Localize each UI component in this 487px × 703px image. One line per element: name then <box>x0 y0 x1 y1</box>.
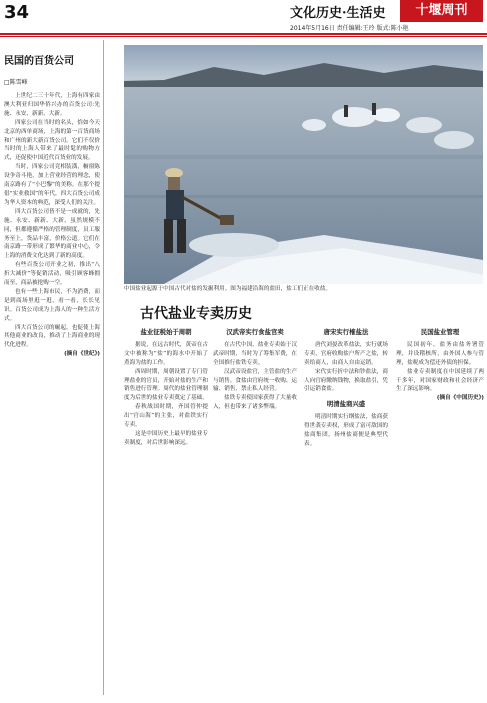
paragraph: 宋代实行折中法和钞盐法，商人向官府缴纳钱物，换取盐引，凭引运销食盐。 <box>304 368 388 393</box>
paragraph: 盐铁专卖使国家获得了大量收入，但也带来了诸多弊端。 <box>213 395 297 411</box>
paragraph: 在古代中国，盐业专卖始于汉武帝时期，当时为了筹集军费，在全国推行盐铁专卖。 <box>213 341 297 366</box>
paragraph: 有些百货公司开业之初，推出“八折大减价”等促销活动，吸引顾客蜂拥而至，商品被抢购一空。 <box>4 262 100 287</box>
photo-caption: 中国盐业起源于中国古代对盐的发掘利用。图为福建沿海的盐田，盐工们正在收盐。 <box>124 286 331 292</box>
paragraph: 盐业专卖制度在中国延续了两千多年，对国家财政和社会经济产生了深远影响。 <box>396 368 484 393</box>
main-article-title: 古代盐业专卖历史 <box>140 306 252 322</box>
header-rule-thin <box>0 36 487 37</box>
subheading: 汉武帝实行食盐官卖 <box>226 328 284 336</box>
subheading: 唐宋实行榷盐法 <box>323 328 369 336</box>
subheading: 盐业征税始于周朝 <box>140 328 192 336</box>
section-title: 文化历史·生活史 <box>290 6 386 21</box>
article-column-3 <box>304 322 388 698</box>
left-article-signature: (摘自《世纪》) <box>64 351 100 358</box>
left-article-author: □陈雪峰 <box>4 79 28 86</box>
paragraph: 上世纪二三十年代，上海有四家由澳大利亚归国华侨兴办的百货公司:先施、永安、新新、大新。 <box>4 93 100 117</box>
article-column-1 <box>124 322 208 698</box>
paragraph: 这是中国历史上最早的盐业专卖制度，对后世影响深远。 <box>124 430 208 446</box>
salt-field-photo <box>124 45 483 284</box>
paragraph: 西周时期，周朝设置了专门管理盐业的官员，开始对盐的生产和销售进行管理。周代的盐业管理制度为后世的盐业专卖奠定了基础。 <box>124 368 208 402</box>
paragraph: 民国初年，盐务由盐务署管理，并设稽核所，由外国人参与管理，盐税成为偿还外债的担保。 <box>396 341 484 366</box>
header-rule <box>0 33 487 35</box>
brand-logo: 十堰周刊 <box>400 0 483 22</box>
paragraph: 四家公司在当时的名头，恰如今天北京的西单商场，上海的第一百货商场和广州的新大新百货公司。它们不仅价当时的上海人带来了最时髦的购物方式，还促使中国近代百货业的发展。 <box>4 119 100 162</box>
paragraph: 汉武帝设盐官，主管盐的生产与销售。食盐由官府统一收购、运输、销售，禁止私人经营。 <box>213 368 297 393</box>
main-article-signature: (摘自《中国历史》) <box>436 395 484 402</box>
column-divider <box>103 40 104 695</box>
paragraph: 春秋战国时期，齐国管仲提出“官山海”的主张，对盐铁实行专卖。 <box>124 404 208 429</box>
subheading: 明清盐商兴盛 <box>326 400 366 409</box>
paragraph: 明清时期实行纲盐法，盐商获得世袭专卖权，形成了富可敌国的盐商集团，扬州盐商便是典型代表。 <box>304 414 388 447</box>
paragraph: 四大百货公司的崛起，也促使上海其他商业的改良，推动了上海商业的现代化进程。 <box>4 324 100 349</box>
header-meta: 2014年5月16日 责任编辑:王玲 版式:陈小艳 <box>290 25 409 32</box>
page-number: 34 <box>4 2 30 23</box>
article-column-4 <box>396 322 484 698</box>
paragraph: 唐代刘晏改革盐法，实行就场专卖，官府收购盐户所产之盐，转卖给商人，由商人自由运销。 <box>304 341 388 366</box>
paragraph: 也有一些上海市民，不为消费，而是到商场里逛一逛，看一看，长长见识。百货公司成为上海人的一种生活方式。 <box>4 288 100 322</box>
subheading: 民国盐业管理 <box>420 328 460 336</box>
article-column-2 <box>213 322 297 698</box>
paragraph: 当时，四家公司竞相装潢，橱窗陈设争奇斗艳，加上营业经营的理念，使南京路有了“小巴黎”的美称。在那个提倡“实业救国”的年代，四大百货公司成为华人资本的典范，深受人们的关注。 <box>4 164 100 206</box>
paragraph: 四大百货公司皆不是一成就的，先施、永安、新新、大新，虽然规模不同，但都遵循严格的管理制度，员工服务至上，货品丰富，价格公道。它们在南京路一带形成了繁华的商业中心，令上海的消费文化达到了新的高度。 <box>4 208 100 260</box>
left-article-title: 民国的百货公司 <box>4 56 74 67</box>
left-article-body <box>4 92 100 682</box>
paragraph: 据说，在远古时代，黄帝在古文中被称为“盐”的海水中开始了煮海为盐的工作。 <box>124 341 208 366</box>
left-article <box>4 40 100 700</box>
